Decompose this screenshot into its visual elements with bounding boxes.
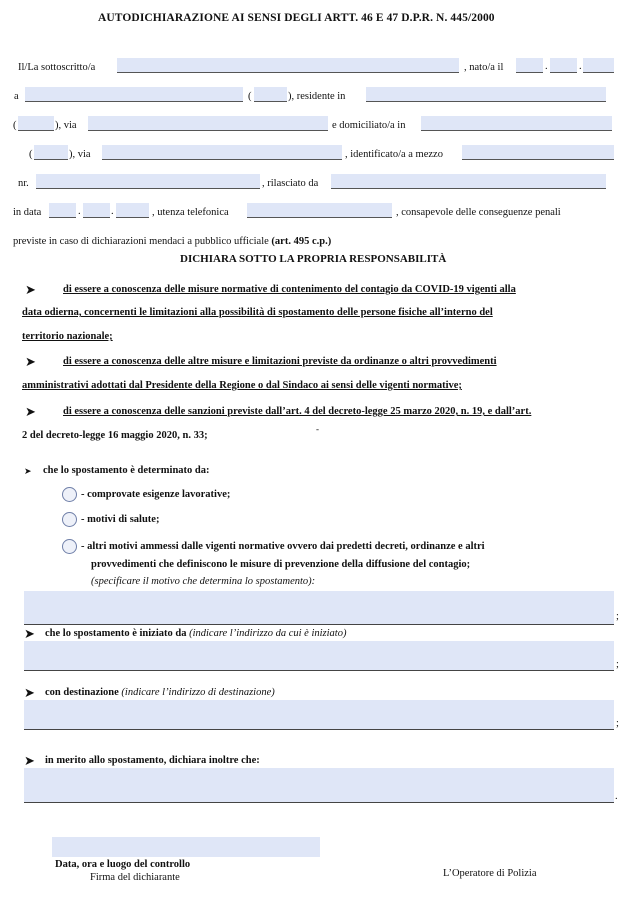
residence-city-field[interactable] — [366, 87, 606, 102]
a-label: a — [14, 91, 19, 102]
bullet-1-line-1: di essere a conoscenza delle misure normative di contenimento del contagio da COVID-19 vigenti alla — [63, 284, 516, 295]
previste-text — [13, 236, 331, 247]
domicile-province-field[interactable] — [34, 145, 68, 160]
bullet-arrow-icon: ➤ — [25, 404, 36, 419]
identificato-label: , identificato/a a mezzo — [345, 149, 443, 160]
bullet-arrow-icon: ➤ — [25, 282, 36, 297]
art-reference: (art. 495 c.p.) — [271, 236, 332, 247]
name-field[interactable] — [117, 58, 459, 73]
additional-declaration-field[interactable] — [24, 768, 614, 803]
operatore-label: L’Operatore di Polizia — [443, 868, 537, 879]
bullet-1-line-3: territorio nazionale; — [22, 331, 113, 342]
option-altri-line-2: provvedimenti che definiscono le misure di prevenzione della diffusione del contagio; — [91, 559, 471, 570]
date-dot: . — [579, 61, 582, 72]
issue-year-field[interactable] — [116, 203, 149, 218]
date-dot: . — [111, 206, 114, 217]
destination-address-field[interactable] — [24, 700, 614, 730]
phone-field[interactable] — [247, 203, 392, 218]
previste-sentence: previste in caso di dichiarazioni mendaci a pubblico ufficiale — [13, 236, 269, 247]
utenza-label: , utenza telefonica — [152, 207, 229, 218]
via-label: ), via — [55, 120, 77, 131]
domicile-city-field[interactable] — [421, 116, 612, 131]
bullet-arrow-icon: ➤ — [24, 626, 35, 641]
domicile-street-field[interactable] — [102, 145, 342, 160]
issue-month-field[interactable] — [83, 203, 110, 218]
iniziato-hint: (indicare l’indirizzo da cui è iniziato) — [189, 628, 347, 639]
firma-label: Firma del dichiarante — [90, 872, 180, 883]
consapevole-label: , consapevole delle conseguenze penali — [396, 207, 561, 218]
iniziato-row — [45, 628, 346, 639]
merito-label: in merito allo spostamento, dichiara inoltre che: — [45, 755, 260, 766]
issue-day-field[interactable] — [49, 203, 76, 218]
bullet-arrow-icon: ➤ — [24, 685, 35, 700]
semicolon: ; — [616, 718, 619, 729]
paren-open: ( — [29, 149, 33, 160]
date-place-field[interactable] — [52, 837, 320, 857]
option-lavoro: - comprovate esigenze lavorative; — [81, 489, 231, 500]
period: . — [615, 791, 618, 802]
iniziato-label: che lo spostamento è iniziato da — [45, 628, 187, 639]
destinazione-label: con destinazione — [45, 687, 119, 698]
birth-month-field[interactable] — [550, 58, 577, 73]
birth-place-field[interactable] — [25, 87, 243, 102]
bullet-3-line-2: 2 del decreto-legge 16 maggio 2020, n. 33; — [22, 430, 208, 441]
nr-label: nr. — [18, 178, 29, 189]
issued-by-field[interactable] — [331, 174, 606, 189]
destinazione-row — [45, 687, 275, 698]
residence-province-field[interactable] — [18, 116, 54, 131]
data-ora-label: Data, ora e luogo del controllo — [55, 859, 191, 870]
id-document-field[interactable] — [462, 145, 614, 160]
birth-year-field[interactable] — [583, 58, 614, 73]
date-dot: . — [545, 61, 548, 72]
spostamento-label: che lo spostamento è determinato da: — [43, 465, 210, 476]
bullet-2-line-2: amministrativi adottati dal Presidente della Regione o dal Sindaco ai sensi delle vigenti normative; — [22, 380, 462, 391]
via-label: ), via — [69, 149, 91, 160]
bullet-2-line-1: di essere a conoscenza delle altre misure e limitazioni previste da ordinanze o altri provvedimenti — [63, 356, 497, 367]
date-dot: . — [78, 206, 81, 217]
radio-altri-motivi[interactable] — [62, 539, 77, 554]
bullet-3-line-1: di essere a conoscenza delle sanzioni previste dall’art. 4 del decreto-legge 25 marzo 2020, n. 19, e dall’art. — [63, 406, 532, 417]
bullet-arrow-icon: ➤ — [24, 753, 35, 768]
residente-label: ), residente in — [288, 91, 346, 102]
domiciliato-label: e domiciliato/a in — [332, 120, 406, 131]
option-salute: - motivi di salute; — [81, 514, 160, 525]
dichiara-heading: DICHIARA SOTTO LA PROPRIA RESPONSABILITÀ — [180, 253, 447, 265]
document-number-field[interactable] — [36, 174, 260, 189]
stray-mark: - — [316, 424, 319, 434]
bullet-arrow-icon: ➤ — [25, 354, 36, 369]
nato-label: , nato/a il — [464, 62, 504, 73]
document-title: AUTODICHIARAZIONE AI SENSI DEGLI ARTT. 46 E 47 D.P.R. N. 445/2000 — [98, 12, 495, 24]
residence-street-field[interactable] — [88, 116, 328, 131]
small-arrow-icon: ➤ — [24, 466, 32, 476]
destinazione-hint: (indicare l’indirizzo di destinazione) — [121, 687, 275, 698]
rilasciato-label: , rilasciato da — [262, 178, 319, 189]
birth-province-field[interactable] — [254, 87, 287, 102]
paren-open: ( — [248, 91, 252, 102]
radio-salute[interactable] — [62, 512, 77, 527]
birth-day-field[interactable] — [516, 58, 543, 73]
paren-open: ( — [13, 120, 17, 131]
radio-lavoro[interactable] — [62, 487, 77, 502]
motivo-field[interactable] — [24, 591, 614, 625]
option-altri-line-1: - altri motivi ammessi dalle vigenti normative ovvero dai predetti decreti, ordinanze e altri — [81, 541, 485, 552]
bullet-1-line-2: data odierna, concernenti le limitazioni alla possibilità di spostamento delle persone fisiche all’interno del — [22, 307, 493, 318]
origin-address-field[interactable] — [24, 641, 614, 671]
semicolon: ; — [616, 611, 619, 622]
indata-label: in data — [13, 207, 42, 218]
sottoscritto-label: Il/La sottoscritto/a — [18, 62, 96, 73]
specify-hint: (specificare il motivo che determina lo spostamento): — [91, 576, 316, 587]
semicolon: ; — [616, 659, 619, 670]
